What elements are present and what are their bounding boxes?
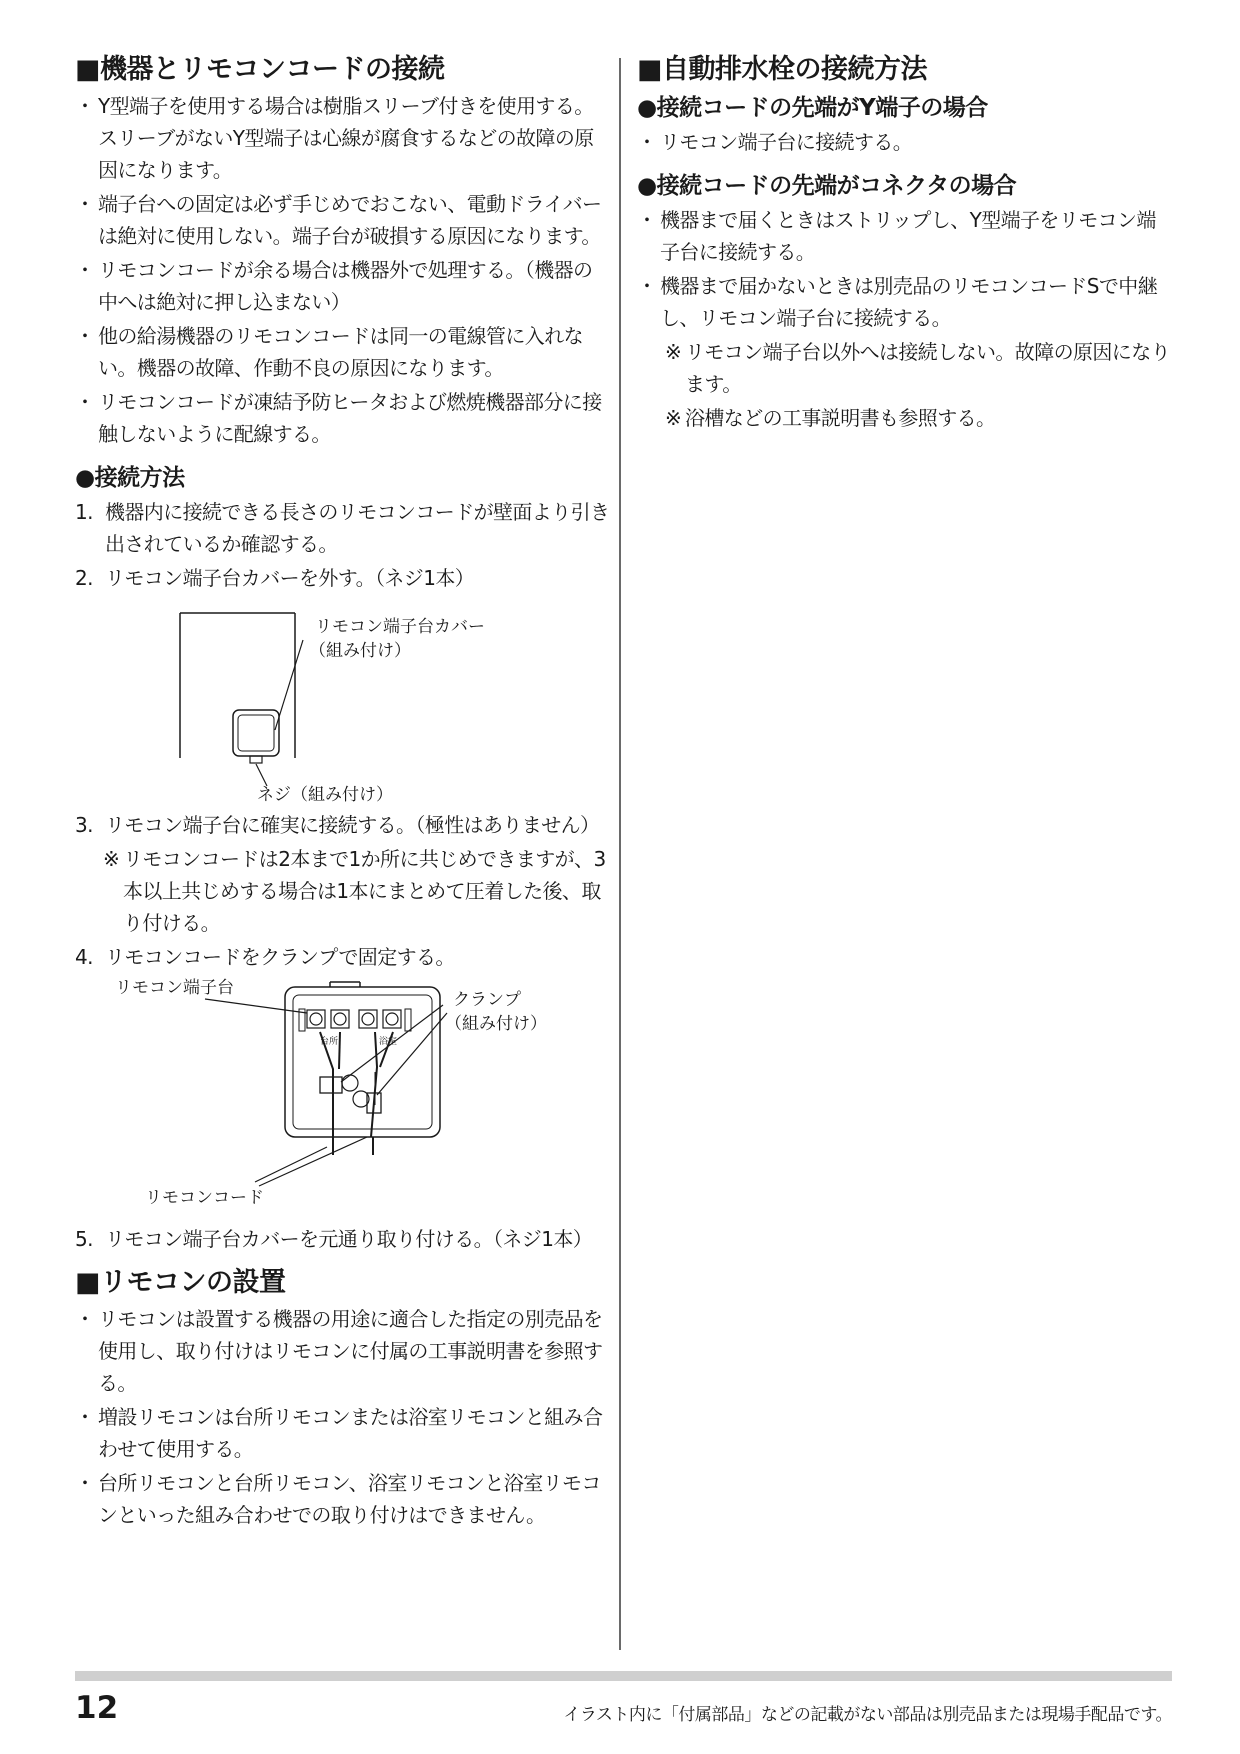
clamp-label: クランプ (453, 990, 521, 1010)
list-item: ・ リモコンは設置する機器の用途に適合した指定の別売品を使用し、取り付けはリモコンに付属の工事説明書を参照する。 (75, 1303, 610, 1399)
footer-bar (75, 1671, 1172, 1681)
cord-right (371, 1032, 377, 1137)
page-number: 12 (75, 1690, 119, 1726)
note-text: 浴槽などの工事説明書も参照する。 (685, 406, 996, 430)
note-text: リモコンコードは2本まで1か所に共じめできますが、3本以上共じめする場合は1本にまとめて圧着した後、取り付ける。 (123, 847, 606, 935)
list-item: ・ 台所リモコンと台所リモコン、浴室リモコンと浴室リモコンといった組み合わせでの取り付けはできません。 (75, 1467, 610, 1531)
cord-left (320, 1032, 333, 1137)
step-number: 1. (75, 500, 93, 524)
step-number: 5. (75, 1227, 93, 1251)
note-text: リモコン端子台以外へは接続しない。故障の原因になります。 (685, 340, 1170, 396)
subsection-title-y-terminal: ●接続コードの先端がY端子の場合 (637, 95, 988, 121)
list-item: ・ リモコン端子台に接続する。 (637, 126, 1172, 158)
connector-list (637, 204, 1172, 334)
step-text: リモコンコードをクランプで固定する。 (105, 945, 455, 969)
kitchen-terminal-label: 台所 (320, 1037, 339, 1047)
list-item: ・ 他の給湯機器のリモコンコードは同一の電線管に入れない。機器の故障、作動不良の原因になります。 (75, 320, 610, 384)
clamp-label-assembled: （組み付け） (445, 1014, 547, 1034)
column-divider (619, 58, 621, 1650)
list-item: ・ リモコンコードが凍結予防ヒータおよび燃焼機器部分に接触しないように配線する。 (75, 386, 610, 450)
connection-caution-list (75, 90, 610, 450)
screw-leader-line (256, 764, 267, 786)
subsection-title-connection-method: ●接続方法 (75, 465, 185, 491)
bath-terminal-label: 浴室 (379, 1037, 398, 1047)
installation-list (75, 1303, 610, 1531)
section-title-drain-plug-connection: ■自動排水栓の接続方法 (637, 54, 928, 85)
clamp-left (320, 1077, 342, 1093)
screw-shape (250, 756, 262, 763)
list-item: ・ 端子台への固定は必ず手じめでおこない、電動ドライバーは絶対に使用しない。端子台が破損する原因になります。 (75, 188, 610, 252)
step-text: 機器内に接続できる長さのリモコンコードが壁面より引き出されているか確認する。 (105, 500, 610, 556)
step-3-note (75, 843, 610, 939)
step-text: リモコン端子台カバーを元通り取り付ける。（ネジ1本） (105, 1227, 593, 1251)
y-terminal-list (637, 126, 1172, 158)
list-item: ・ 機器まで届くときはストリップし、Y型端子をリモコン端子台に接続する。 (637, 204, 1172, 268)
step-number: 2. (75, 566, 93, 590)
cover-label: リモコン端子台カバー (315, 617, 485, 637)
terminal-cover-shape (233, 710, 279, 756)
list-item: ・ 増設リモコンは台所リモコンまたは浴室リモコンと組み合わせて使用する。 (75, 1401, 610, 1465)
screw-label: ネジ（組み付け） (257, 785, 393, 803)
step-5 (75, 1223, 610, 1255)
step-1 (75, 496, 610, 560)
step-text: リモコン端子台に確実に接続する。（極性はありません） (105, 813, 600, 837)
terminal-screws (307, 1010, 401, 1028)
step-4 (75, 941, 610, 973)
list-item: ・ 機器まで届かないときは別売品のリモコンコードSで中継し、リモコン端子台に接続する。 (637, 270, 1172, 334)
left-column (75, 52, 610, 1537)
cover-leader-line (275, 640, 303, 730)
note-mark: ※ (103, 847, 120, 871)
step-text: リモコン端子台カバーを外す。（ネジ1本） (105, 566, 475, 590)
step-number: 3. (75, 813, 93, 837)
cover-label-assembled: （組み付け） (309, 641, 411, 661)
terminal-label: リモコン端子台 (115, 978, 234, 998)
step-number: 4. (75, 945, 93, 969)
note-mark: ※ (665, 340, 682, 364)
connection-steps (75, 496, 610, 1255)
step-2 (75, 562, 610, 594)
right-column (637, 52, 1172, 436)
terminal-cover-inner (238, 715, 274, 751)
connector-note (637, 336, 1172, 400)
list-item: ・ Y型端子を使用する場合は樹脂スリーブ付きを使用する。スリーブがないY型端子は心線が腐食するなどの故障の原因になります。 (75, 90, 610, 186)
section-title-remote-cord-connection: ■機器とリモコンコードの接続 (75, 54, 445, 85)
cord-label: リモコンコード (145, 1188, 264, 1208)
clamp-illustration (75, 977, 610, 1217)
step-3 (75, 809, 610, 841)
note-mark: ※ (665, 406, 682, 430)
footer-note: イラスト内に「付属部品」などの記載がない部品は別売品または現場手配品です。 (563, 1705, 1172, 1725)
connector-note (637, 402, 1172, 434)
section-title-remote-installation: ■リモコンの設置 (75, 1267, 286, 1298)
terminal-cover-illustration (75, 598, 610, 803)
list-item: ・ リモコンコードが余る場合は機器外で処理する。（機器の中へは絶対に押し込まない） (75, 254, 610, 318)
subsection-title-connector: ●接続コードの先端がコネクタの場合 (637, 173, 1017, 199)
